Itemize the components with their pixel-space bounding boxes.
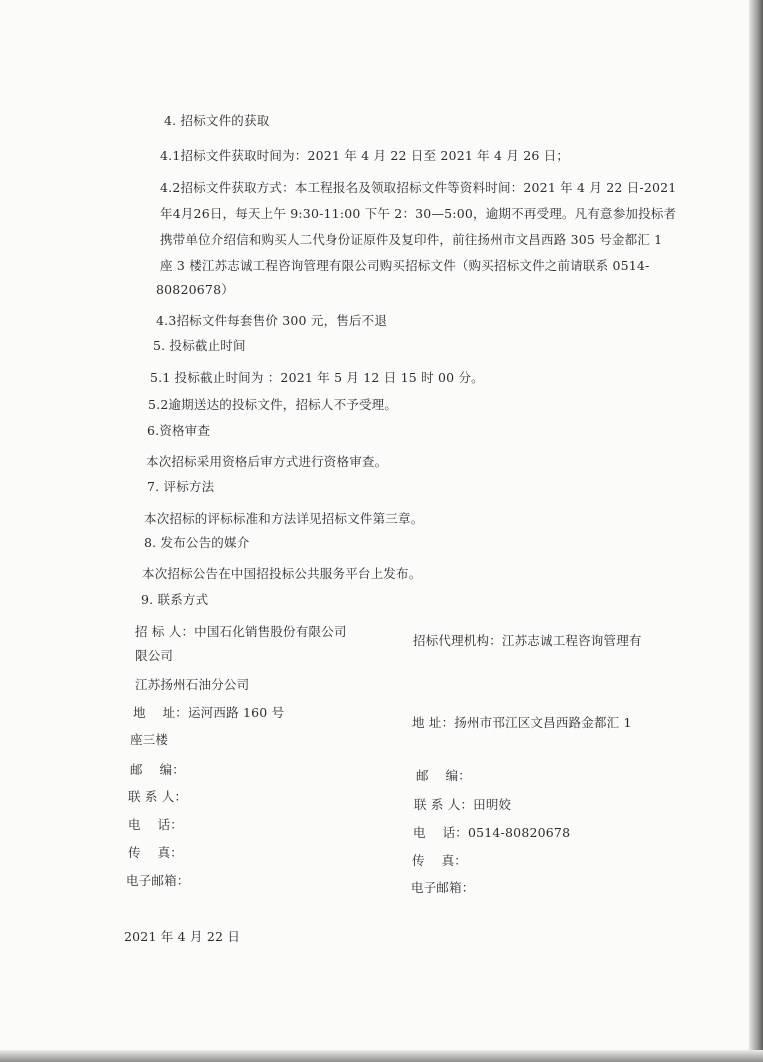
agency-phone: 电 话：0514-80820678 bbox=[413, 825, 571, 840]
section-4-2-line-2: 年4月26日，每天上午 9:30-11:00 下午 2：30—5:00，逾期不再受理。凡有意参加投标者 bbox=[160, 206, 677, 221]
section-4-1: 4.1招标文件获取时间为：2021 年 4 月 22 日至 2021 年 4 月 26 日； bbox=[160, 148, 570, 163]
agency-fax: 传 真： bbox=[412, 853, 467, 868]
tenderer-fax: 传 真： bbox=[128, 845, 183, 860]
section-4-2-line-5: 80820678） bbox=[156, 282, 234, 297]
tenderer-address-line-1: 地 址：运河西路 160 号 bbox=[133, 705, 285, 720]
section-8-body: 本次招标公告在中国招投标公共服务平台上发布。 bbox=[142, 566, 422, 581]
section-8-title: 8. 发布公告的媒介 bbox=[144, 535, 250, 550]
section-6-title: 6.资格审查 bbox=[147, 423, 211, 438]
agency-email: 电子邮箱： bbox=[411, 880, 475, 895]
tenderer-line-3: 江苏扬州石油分公司 bbox=[135, 677, 250, 692]
section-4-2-line-3: 携带单位介绍信和购买人二代身份证原件及复印件，前往扬州市文昌西路 305 号金都汇 1 bbox=[160, 232, 663, 247]
section-4-2-line-4: 座 3 楼江苏志诚工程咨询管理有限公司购买招标文件（购买招标文件之前请联系 0514- bbox=[160, 258, 650, 273]
section-4-3: 4.3招标文件每套售价 300 元，售后不退 bbox=[156, 313, 388, 328]
scan-edge-shadow-right bbox=[749, 0, 763, 1062]
section-4-2-line-1: 4.2招标文件获取方式：本工程报名及领取招标文件等资料时间：2021 年 4 月 22 日-2021 bbox=[160, 180, 677, 195]
tenderer-email: 电子邮箱： bbox=[126, 873, 190, 888]
section-5-title: 5. 投标截止时间 bbox=[153, 338, 246, 353]
section-4-title: 4. 招标文件的获取 bbox=[164, 113, 270, 128]
tenderer-line-1: 招 标 人：中国石化销售股份有限公司 bbox=[135, 624, 347, 639]
tenderer-postcode: 邮 编： bbox=[130, 762, 185, 777]
section-7-body: 本次招标的评标标准和方法详见招标文件第三章。 bbox=[144, 511, 424, 526]
section-6-body: 本次招标采用资格后审方式进行资格审查。 bbox=[146, 454, 388, 469]
scan-edge-shadow-bottom bbox=[0, 1050, 763, 1062]
tenderer-phone: 电 话： bbox=[128, 817, 183, 832]
tenderer-line-2: 限公司 bbox=[135, 648, 174, 663]
agency-address: 地 址：扬州市邗江区文昌西路金都汇 1 bbox=[412, 715, 632, 730]
section-9-title: 9. 联系方式 bbox=[141, 592, 209, 607]
agency-contact-person: 联 系 人：田明姣 bbox=[414, 797, 512, 812]
section-5-1: 5.1 投标截止时间为 ：2021 年 5 月 12 日 15 时 00 分。 bbox=[150, 370, 484, 385]
tenderer-contact-person: 联 系 人： bbox=[128, 789, 188, 804]
agency-postcode: 邮 编： bbox=[416, 768, 471, 783]
document-date: 2021 年 4 月 22 日 bbox=[124, 929, 241, 944]
tenderer-address-line-2: 座三楼 bbox=[130, 732, 169, 747]
section-5-2: 5.2逾期送达的投标文件，招标人不予受理。 bbox=[148, 397, 398, 412]
agency-name: 招标代理机构：江苏志诚工程咨询管理有 bbox=[413, 633, 642, 648]
section-7-title: 7. 评标方法 bbox=[147, 479, 215, 494]
